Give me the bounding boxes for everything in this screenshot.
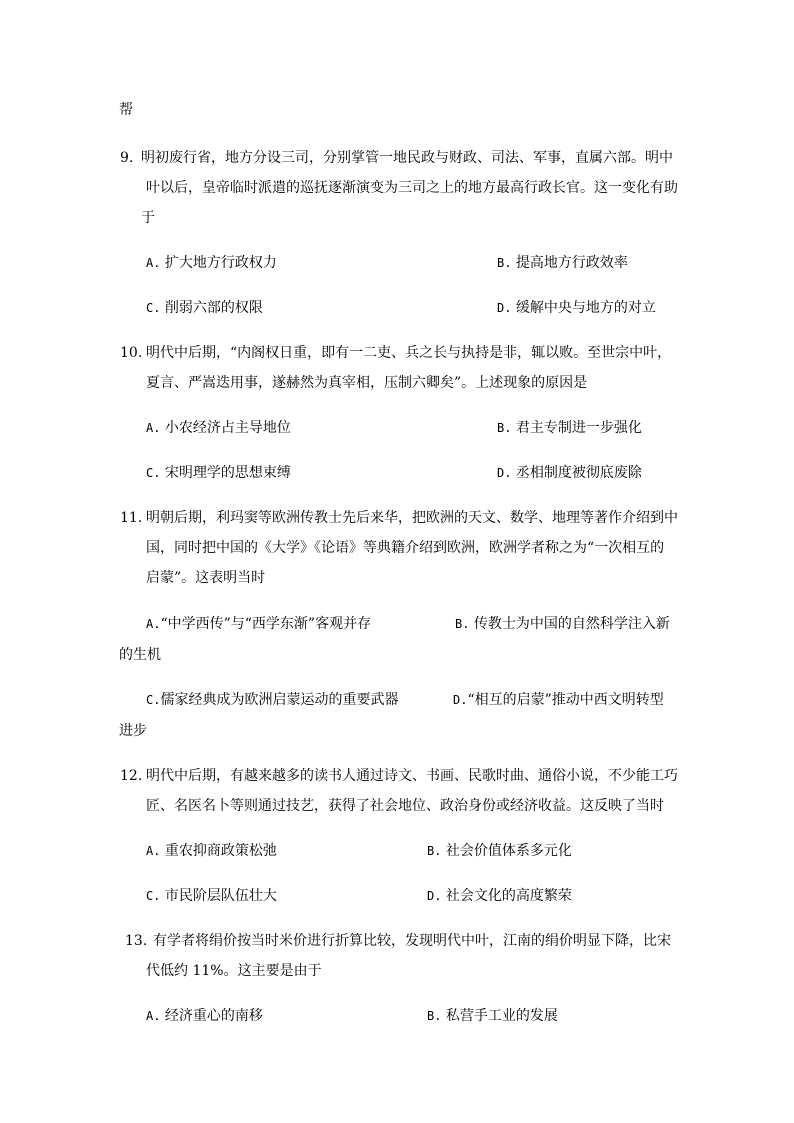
option-d[interactable]: D.“相互的启蒙”推动中西文明转型 bbox=[453, 692, 664, 708]
option-a[interactable]: A.“中学西传”与“西学东渐”客观并存 bbox=[146, 616, 372, 632]
question-stem-line: 有学者将绢价按当时米价进行折算比较，发现明代中叶，江南的绢价明显下降，比宋 bbox=[153, 933, 671, 949]
question-stem-line: 匠、名医名卜等则通过技艺，获得了社会地位、政治身份或经济收益。这反映了当时 bbox=[146, 798, 664, 814]
option-a[interactable]: A. 重农抑商政策松弛 bbox=[146, 843, 277, 859]
question-stem-line: 明朝后期，利玛窦等欧洲传教士先后来华，把欧洲的天文、数学、地理等著作介绍到中 bbox=[146, 510, 678, 526]
question-stem-line: 明代中后期，“内阁权日重，即有一二吏、兵之长与执持是非，辄以败。至世宗中叶， bbox=[146, 345, 672, 361]
option-d[interactable]: D. 缓解中央与地方的对立 bbox=[497, 300, 656, 316]
question-number: 13. bbox=[125, 933, 148, 949]
question-stem-line: 代低约 11%。这主要是由于 bbox=[146, 963, 322, 979]
question-number: 10. bbox=[120, 345, 143, 361]
question-stem-line: 启蒙”。这表明当时 bbox=[146, 570, 266, 586]
option-b[interactable]: B. 君主专制进一步强化 bbox=[497, 420, 642, 436]
question-number: 9. bbox=[120, 150, 134, 166]
option-c[interactable]: C. 市民阶层队伍壮大 bbox=[146, 888, 277, 904]
top-fragment: 帮 bbox=[119, 102, 133, 118]
option-b[interactable]: B. 提高地方行政效率 bbox=[497, 255, 628, 271]
option-b[interactable]: B. 私营手工业的发展 bbox=[427, 1008, 558, 1024]
option-a[interactable]: A. 经济重心的南移 bbox=[146, 1008, 263, 1024]
question-stem-line: 国，同时把中国的《大学》《论语》等典籍介绍到欧洲，欧洲学者称之为“一次相互的 bbox=[146, 540, 665, 556]
question-stem-line: 夏言、严嵩迭用事，遂赫然为真宰相，压制六卿矣”。上述现象的原因是 bbox=[146, 375, 588, 391]
question-number: 12. bbox=[120, 768, 143, 784]
option-d[interactable]: D. 社会文化的高度繁荣 bbox=[427, 888, 572, 904]
question-stem-line: 叶以后，皇帝临时派遣的巡抚逐渐演变为三司之上的地方最高行政长官。这一变化有助 bbox=[146, 180, 678, 196]
option-c[interactable]: C. 削弱六部的权限 bbox=[146, 300, 263, 316]
option-b[interactable]: B. 传教士为中国的自然科学注入新 bbox=[455, 616, 670, 632]
option-c[interactable]: C.儒家经典成为欧洲启蒙运动的重要武器 bbox=[146, 692, 399, 708]
option-a[interactable]: A. 小农经济占主导地位 bbox=[146, 420, 291, 436]
option-c[interactable]: C. 宋明理学的思想束缚 bbox=[146, 465, 291, 481]
option-d-continuation: 进步 bbox=[119, 723, 147, 739]
question-stem-line: 明初废行省，地方分设三司，分别掌管一地民政与财政、司法、军事，直属六部。明中 bbox=[141, 150, 673, 166]
question-number: 11. bbox=[120, 510, 143, 526]
option-d[interactable]: D. 丞相制度被彻底废除 bbox=[497, 465, 642, 481]
question-stem-line: 明代中后期，有越来越多的读书人通过诗文、书画、民歌时曲、通俗小说，不少能工巧 bbox=[146, 768, 678, 784]
option-b-continuation: 的生机 bbox=[119, 647, 161, 663]
option-a[interactable]: A. 扩大地方行政权力 bbox=[146, 255, 277, 271]
option-b[interactable]: B. 社会价值体系多元化 bbox=[427, 843, 572, 859]
question-stem-line: 于 bbox=[141, 210, 155, 226]
